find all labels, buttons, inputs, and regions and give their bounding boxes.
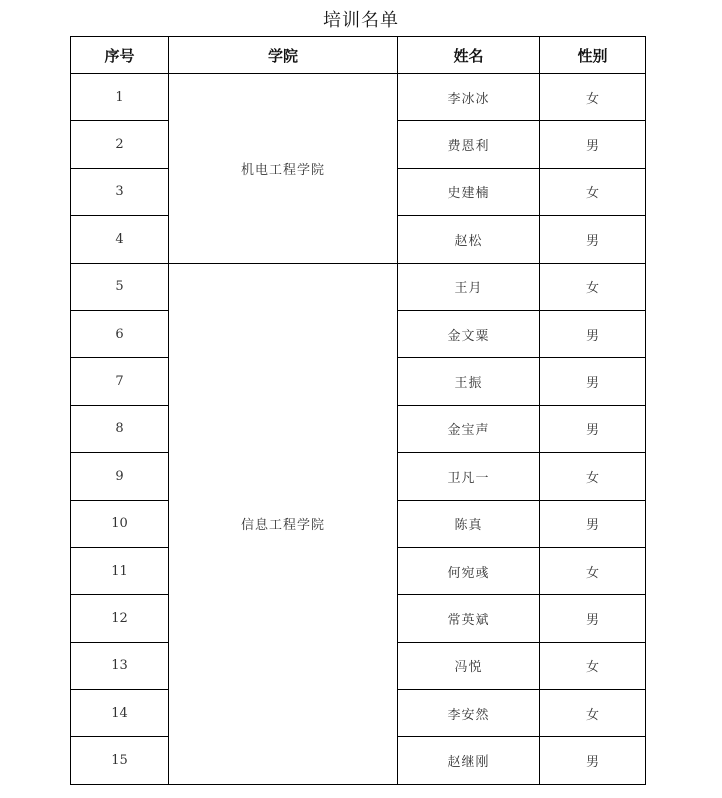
cell-index: 13	[71, 642, 169, 689]
cell-name: 史建楠	[398, 168, 540, 215]
header-index: 序号	[71, 37, 169, 74]
cell-index: 1	[71, 74, 169, 121]
header-gender: 性别	[540, 37, 646, 74]
cell-gender: 女	[540, 263, 646, 310]
cell-gender: 女	[540, 74, 646, 121]
cell-gender: 男	[540, 121, 646, 168]
cell-gender: 男	[540, 405, 646, 452]
table-header-row	[71, 37, 646, 74]
cell-gender: 女	[540, 547, 646, 594]
cell-college: 信息工程学院	[169, 263, 398, 784]
table-row	[71, 263, 646, 310]
cell-name: 赵松	[398, 216, 540, 263]
cell-name: 何宛彧	[398, 547, 540, 594]
cell-name: 卫凡一	[398, 453, 540, 500]
cell-gender: 男	[540, 358, 646, 405]
cell-name: 王月	[398, 263, 540, 310]
cell-gender: 男	[540, 737, 646, 784]
cell-gender: 男	[540, 216, 646, 263]
cell-index: 2	[71, 121, 169, 168]
table-row	[71, 74, 646, 121]
cell-name: 陈真	[398, 500, 540, 547]
cell-name: 常英斌	[398, 595, 540, 642]
cell-index: 15	[71, 737, 169, 784]
page-title: 培训名单	[323, 10, 399, 31]
cell-college: 机电工程学院	[169, 74, 398, 264]
cell-index: 7	[71, 358, 169, 405]
table-body	[71, 74, 646, 785]
cell-index: 12	[71, 595, 169, 642]
cell-name: 金宝声	[398, 405, 540, 452]
cell-index: 5	[71, 263, 169, 310]
cell-gender: 女	[540, 168, 646, 215]
cell-gender: 女	[540, 642, 646, 689]
cell-gender: 女	[540, 453, 646, 500]
cell-index: 4	[71, 216, 169, 263]
cell-name: 李冰冰	[398, 74, 540, 121]
cell-index: 9	[71, 453, 169, 500]
cell-index: 8	[71, 405, 169, 452]
cell-gender: 男	[540, 500, 646, 547]
training-roster-table	[70, 36, 646, 785]
cell-gender: 男	[540, 595, 646, 642]
cell-index: 10	[71, 500, 169, 547]
cell-index: 3	[71, 168, 169, 215]
cell-name: 赵继刚	[398, 737, 540, 784]
cell-gender: 男	[540, 310, 646, 357]
cell-index: 11	[71, 547, 169, 594]
cell-name: 王振	[398, 358, 540, 405]
cell-name: 金文粟	[398, 310, 540, 357]
cell-name: 冯悦	[398, 642, 540, 689]
header-name: 姓名	[398, 37, 540, 74]
cell-gender: 女	[540, 690, 646, 737]
cell-name: 李安然	[398, 690, 540, 737]
cell-index: 6	[71, 310, 169, 357]
header-college: 学院	[169, 37, 398, 74]
cell-index: 14	[71, 690, 169, 737]
cell-name: 费恩利	[398, 121, 540, 168]
